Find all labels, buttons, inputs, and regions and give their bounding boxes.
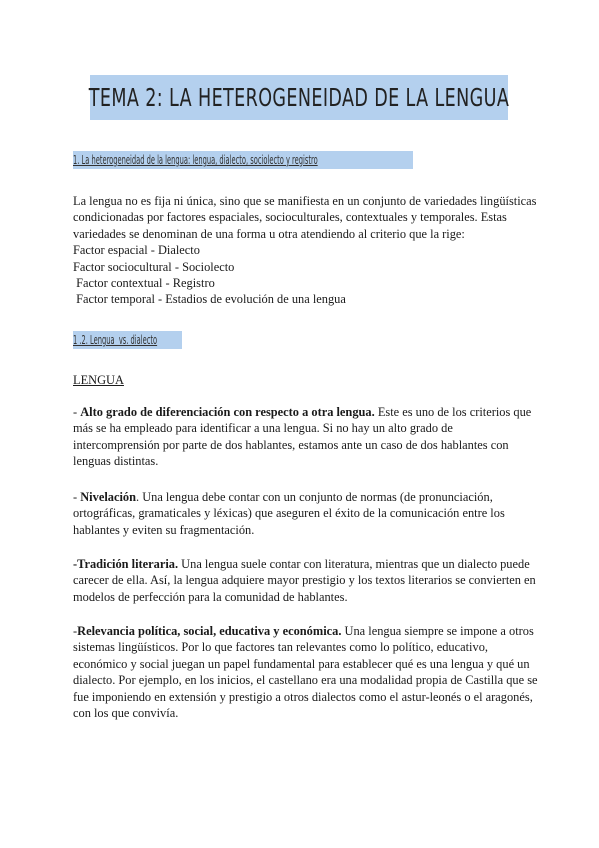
- text-line: -Relevancia política, social, educativa y económica. Una lengua siempre se impone a otros: [73, 624, 534, 638]
- criterion-title: Relevancia política, social, educativa y económica.: [77, 624, 342, 638]
- text-line: más se ha empleado para identificar a una lengua. Si no hay un alto grado de: [73, 421, 453, 436]
- section-heading-1-highlight: [73, 151, 413, 169]
- text-line: intercomprensión por parte de dos hablantes, estamos ante un caso de dos hablantes con: [73, 437, 509, 452]
- criterion-title: Nivelación: [80, 490, 136, 504]
- text-line: con los que convivía.: [73, 706, 179, 721]
- criterion-paragraph-1: [73, 404, 533, 470]
- text-line: carecer de ella. Así, la lengua adquiere mayor prestigio y los textos literarios se convierten en: [73, 573, 536, 588]
- text-line: dialecto. Por ejemplo, en los inicios, el castellano era una modalidad propia de Castilla que se: [73, 673, 538, 688]
- criterion-title: -Tradición literaria.: [73, 557, 179, 571]
- text-line: -Tradición literaria. Una lengua suele contar con literatura, mientras que un dialecto puede: [73, 557, 530, 571]
- text-line: sistemas lingüísticos. Por lo que factores tan relevantes como lo político, educativo,: [73, 640, 488, 655]
- text-line: económico y social juegan un papel fundamental para establecer qué es una lengua y qué un: [73, 656, 530, 671]
- text-line: hablantes y eviten su fragmentación.: [73, 522, 255, 537]
- text-line: La lengua no es fija ni única, sino que se manifiesta en un conjunto de variedades lingüísticas: [73, 194, 537, 208]
- intro-paragraph: [73, 193, 537, 308]
- section-heading-1: 1. La heterogeneidad de la lengua: lengua, dialecto, sociolecto y registro: [73, 153, 318, 167]
- page-title: TEMA 2: LA HETEROGENEIDAD DE LA LENGUA: [88, 83, 510, 112]
- section-heading-2-highlight: [73, 331, 182, 349]
- text-line: - Alto grado de diferenciación con respecto a otra lengua. Este es uno de los criterios que: [73, 405, 532, 419]
- text-line: - Nivelación. Una lengua debe contar con un conjunto de normas (de pronunciación,: [73, 490, 493, 504]
- factor-line: Factor contextual - Registro: [73, 276, 215, 291]
- text-line: condicionadas por factores espaciales, socioculturales, contextuales y temporales. Estas: [73, 210, 507, 225]
- factor-line: Factor espacial - Dialecto: [73, 243, 200, 258]
- factor-line: Factor sociocultural - Sociolecto: [73, 259, 235, 274]
- text-line: modelos de perfección para la comunidad de hablantes.: [73, 589, 348, 604]
- text-line: fue imponiendo en extensión y prestigio a otros dialectos como el astur-leonés o el aragonés,: [73, 689, 533, 704]
- section-heading-2: 1 .2. Lengua vs. dialecto: [73, 333, 158, 347]
- text-line: variedades se denominan de una forma u otra atendiendo al criterio que la rige:: [73, 226, 465, 241]
- criterion-title: Alto grado de diferenciación con respecto a otra lengua.: [80, 405, 375, 419]
- subheading-lengua: LENGUA: [73, 373, 124, 387]
- criterion-paragraph-2: [73, 489, 533, 538]
- text-line: ortográficas, gramaticales y léxicas) que aseguren el éxito de la comunicación entre los: [73, 506, 505, 521]
- text-line: lenguas distintas.: [73, 454, 159, 469]
- factor-line: Factor temporal - Estadios de evolución de una lengua: [73, 292, 346, 307]
- title-highlight: [90, 75, 508, 120]
- criterion-paragraph-4: [73, 623, 538, 721]
- criterion-paragraph-3: [73, 556, 536, 605]
